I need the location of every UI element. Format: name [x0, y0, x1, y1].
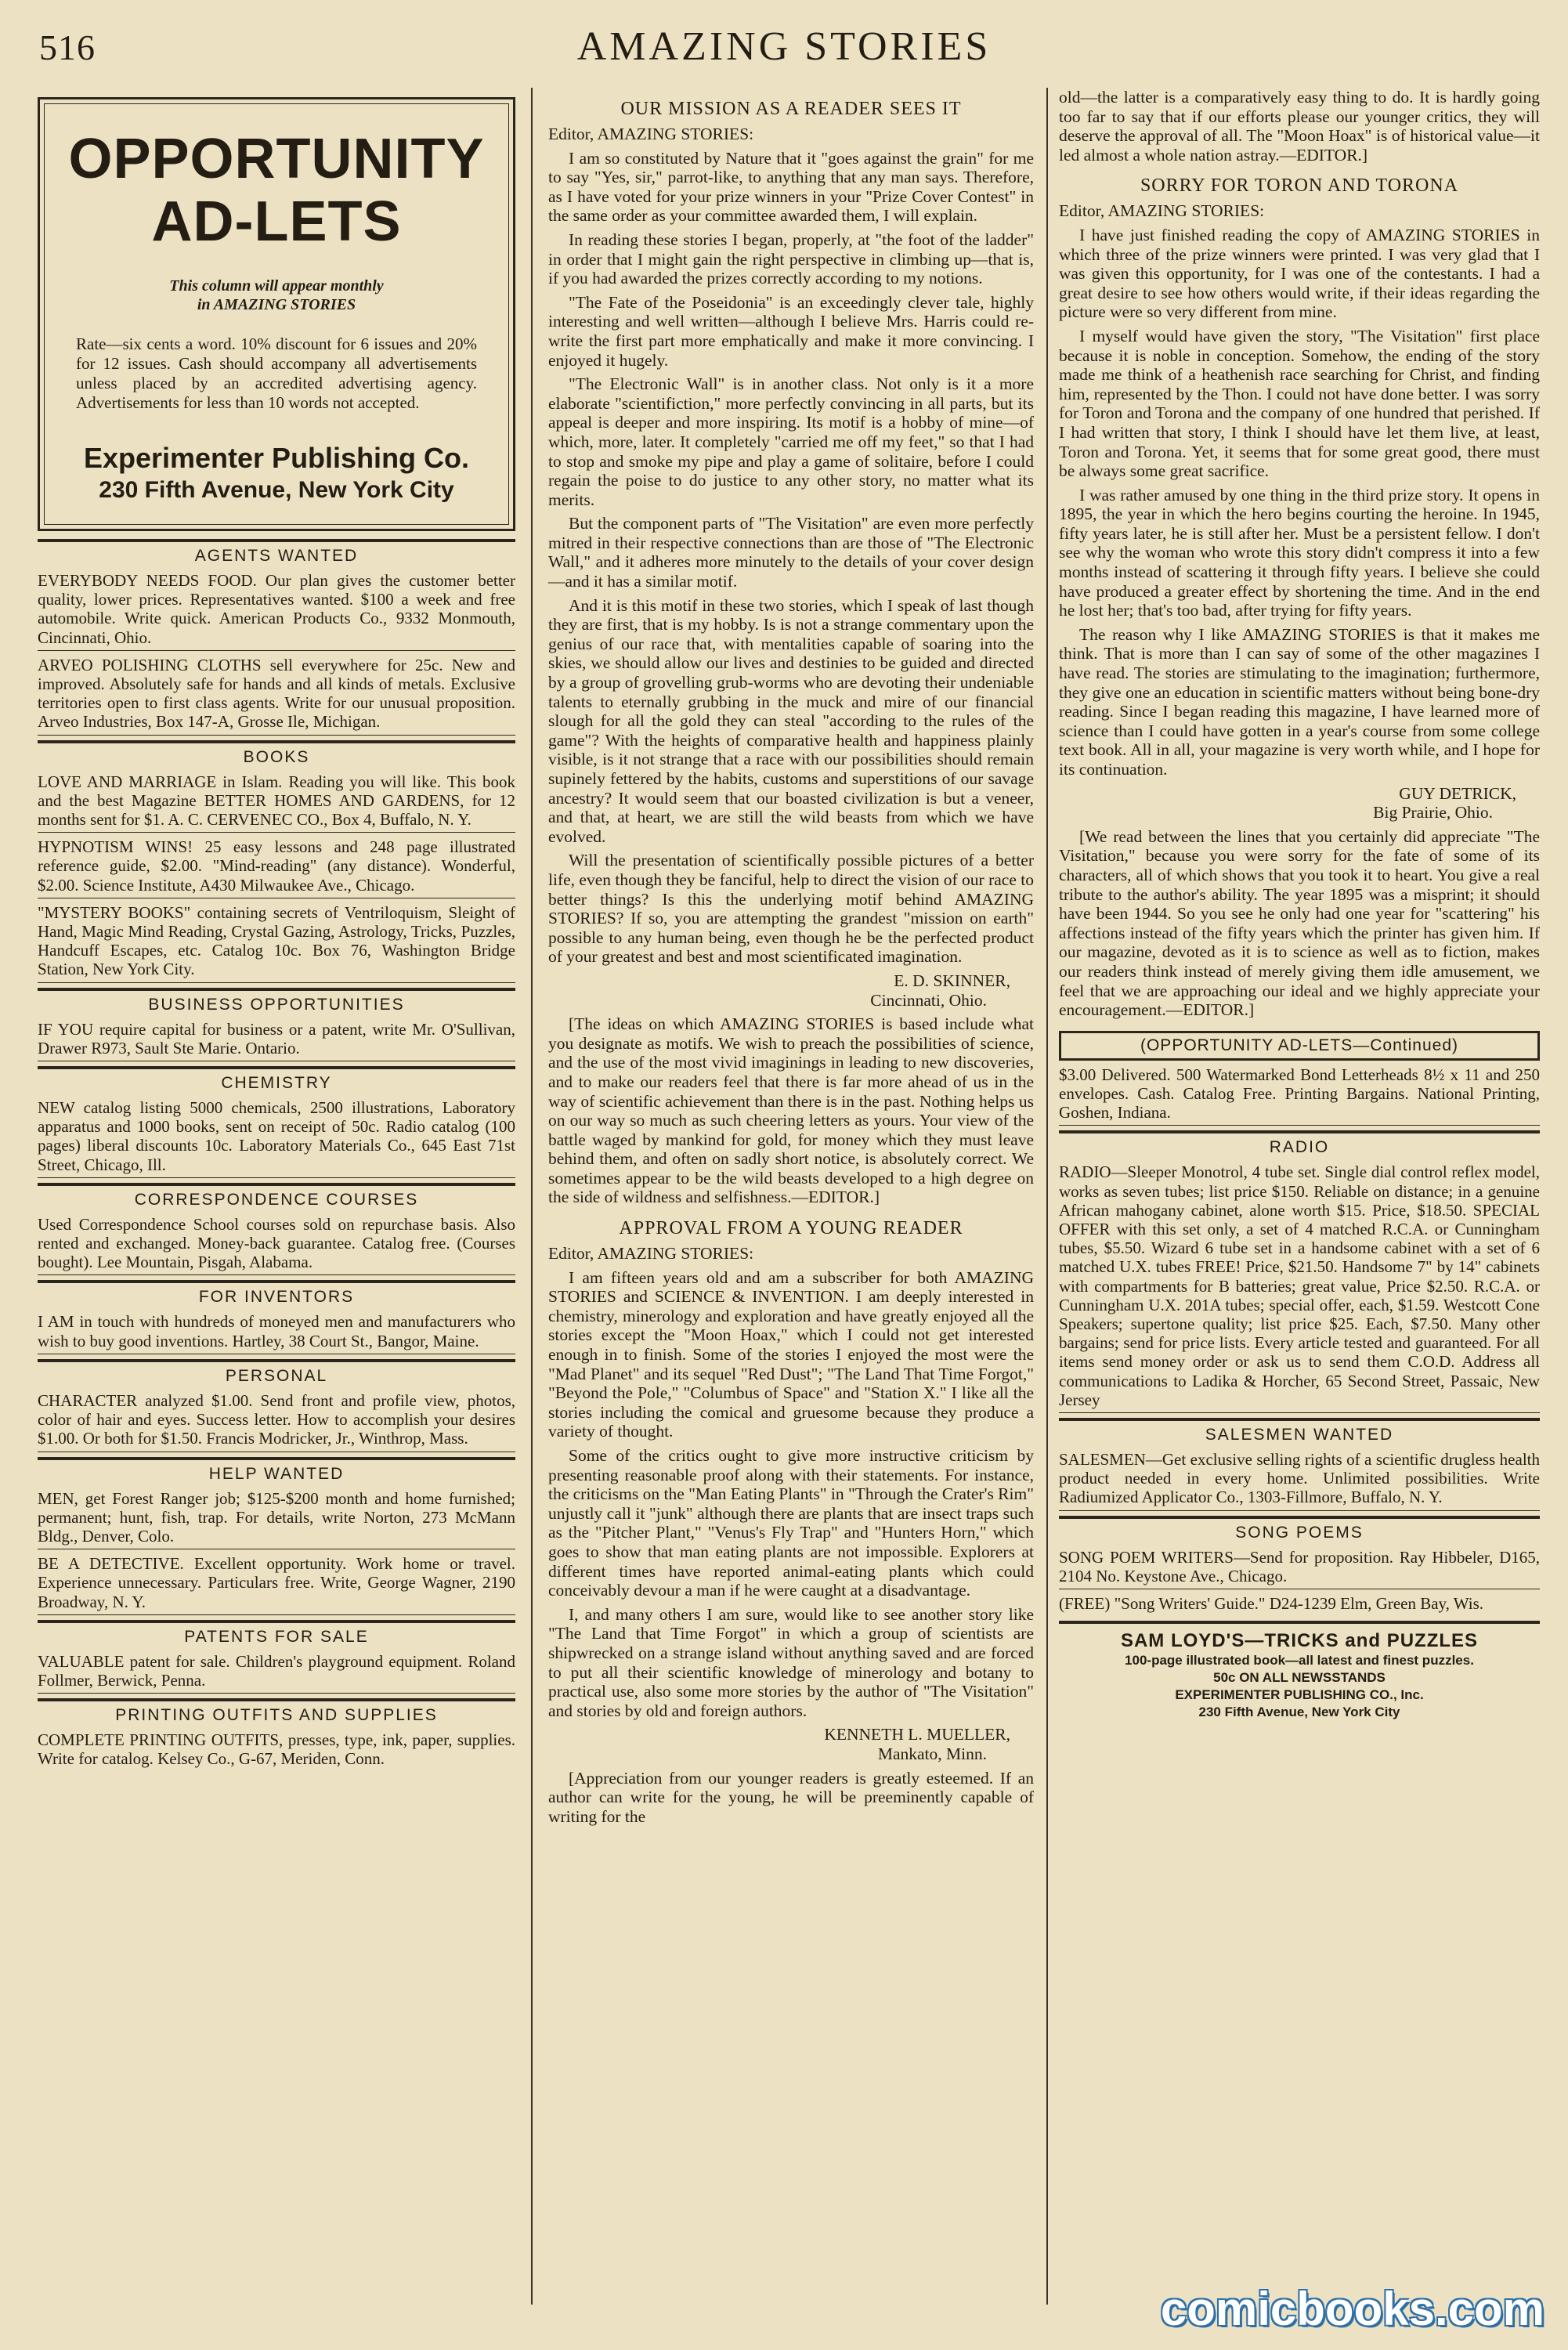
letter-paragraph: I have just finished reading the copy of AMAZING STORIES in which three of the prize winners were printed. I was very glad that I was given this opportunity, for I was one of the contestants. I had a great desire to see how others would write, if their ideas regarding the picture were so very different from mine.	[1059, 225, 1540, 322]
sam-loyd-ad	[1059, 1621, 1540, 1721]
classified-ad: SALESMEN—Get exclusive selling rights of a scientific drugless health product needed in every home. Unlimited possibilities. Write Radiumized Applicator Co., 1303-Fillmore, Buffalo, N. Y.	[1059, 1450, 1540, 1511]
letter-paragraph: Will the presentation of scientifically possible pictures of a better life, even though they be fanciful, help to direct the vision of our race to better things? Is this the underlying motif behind AMAZING STORIES? If so, you are attempting the grandest "mission on earth" possible to any human being, even though he be the perfected product of your greatest and best and most scientificated imagination.	[548, 851, 1034, 967]
letter-salutation: Editor, AMAZING STORIES:	[548, 1244, 754, 1264]
column-rule	[1046, 88, 1048, 2305]
letter-paragraph: The reason why I like AMAZING STORIES is that it makes me think. That is more than I can say of some of the other magazines I have read. The stories are stimulating to the imagination; furthermore, they give one an education in scientific matters without being bone-dry reading. Since I began reading this magazine, I have learned more of science than I could have gotten in a year's course from some college text book. All in all, your magazine is very worth while, and I hope for its continuation.	[1059, 624, 1540, 779]
letter-paragraph: I was rather amused by one thing in the third prize story. It opens in 1895, the year in which the hero begins courting the heroine. In 1945, fifty years later, he is still after her. Must be a persistent fellow. I don't see why the woman who wrote this story didn't compress it into a few months instead of scattering it through fifty years. I believe she could have produced a greater effect by shortening the time. And in the end he lost her; that's too bad, after trying for fifty years.	[1059, 485, 1540, 620]
classified-ad: BE A DETECTIVE. Excellent opportunity. Work home or travel. Experience unnecessary. Particulars free. Write, George Wagner, 2190 Broadway, N. Y.	[38, 1554, 515, 1615]
opportunity-subtitle	[60, 277, 493, 314]
letter-signature: KENNETH L. MUELLER,	[824, 1725, 1010, 1744]
letter-paragraph: "The Electronic Wall" is in another class. Not only is it a more elaborate "scientifiction," more perfectly convincing in all parts, but its appeal is deeper and more inspiring. Its motif is a hobby of mine—of which, more, later. It completely "carried me off my feet," so that I had to stop and smoke my pipe and play a game of solitaire, before I could regain the poise to do justice to any other story, no matter what its merits.	[548, 374, 1034, 509]
classified-ad: ARVEO POLISHING CLOTHS sell everywhere for 25c. New and improved. Absolutely safe for hands and all kinds of metals. Exclusive territories open to first class agents. Write for our unusual proposition. Arveo Industries, Box 147-A, Grosse Ile, Michigan.	[38, 656, 515, 736]
classified-ad: (FREE) "Song Writers' Guide." D24-1239 Elm, Green Bay, Wis.	[1059, 1593, 1484, 1613]
rate-text: Rate—six cents a word. 10% discount for 6 issues and 20% for 12 issues. Cash should accompany all advertisements unless placed by an accredited advertising agency. Advertisements for less than 10 words not accepted.	[76, 334, 477, 412]
category-heading: SONG POEMS	[1059, 1516, 1540, 1545]
letter-location: Mankato, Minn.	[877, 1744, 987, 1763]
publisher-address: 230 Fifth Avenue, New York City	[99, 477, 454, 503]
classified-ad: Used Correspondence School courses sold on repurchase basis. Also rented and exchanged. Money-back guarantee. Catalog free. (Courses bought). Lee Mountain, Pisgah, Alabama.	[38, 1215, 515, 1276]
continued-editor-reply: old—the latter is a comparatively easy thing to do. It is hardly going too far to say that if our efforts please our younger critics, they will deserve the approval of all. The "Moon Hoax" is of historical value—it led almost a whole nation astray.—EDITOR.]	[1059, 88, 1540, 164]
category-heading: CORRESPONDENCE COURSES	[38, 1183, 515, 1212]
classified-ad: IF YOU require capital for business or a patent, write Mr. O'Sullivan, Drawer R973, Sault Ste Marie. Ontario.	[38, 1020, 515, 1061]
category-heading: PRINTING OUTFITS AND SUPPLIES	[38, 1698, 515, 1727]
classified-ad: COMPLETE PRINTING OUTFITS, presses, type, ink, paper, supplies. Write for catalog. Kelsey Co., G-67, Meriden, Conn.	[38, 1730, 515, 1769]
editor-reply: [The ideas on which AMAZING STORIES is based include what you designate as motifs. We wish to preach the possibilities of science, and the use of the most vivid imaginings in leading to new discoveries, and to make our readers feel that there is far more ahead of us in the way of scientific achievement than there is in the past. Nothing helps us on our way so much as such cheering letters as yours. Your view of the battle waged by mankind for gold, for money which they must leave behind them, and often on sadly short notice, is absolutely correct. We sometimes appear to be the wild beasts developed to a high degree on the side of wildness and selfishness.—EDITOR.]	[548, 1014, 1034, 1207]
category-heading: BOOKS	[38, 740, 515, 769]
classified-ad: RADIO—Sleeper Monotrol, 4 tube set. Single dial control reflex model, works as seven tubes; list price $150. Reliable on distance; in a genuine African mahogany cabinet, alone worth $15. Price, $18.50. SPECIAL OFFER with this set only, a set of 4 matched R.C.A. or Cunningham tubes, $5.50. Wizard 6 tube set in a handsome cabinet with a set of 6 matched U.X. tubes FREE! Price, $21.50. Handsome 7" by 14" cabinets with compartments for B batteries; great value, Price $2.50. R.C.A. or Cunningham U.X. 201A tubes; special offer, each, $1.59. Westcott Cone Speakers; supertone quality; list price $25. Each, $7.50. Many other bargains; send for price lists. Every article tested and guaranteed. For all items send money order or ask us to send them C.O.D. Address all communications to Ladika & Horcher, 65 Second Street, Passaic, New Jersey	[1059, 1162, 1540, 1413]
category-heading: RADIO	[1059, 1130, 1540, 1159]
adlets-continued-heading: (OPPORTUNITY AD-LETS—Continued)	[1059, 1031, 1540, 1061]
category-heading: CHEMISTRY	[38, 1066, 515, 1095]
classified-ad: MEN, get Forest Ranger job; $125-$200 month and home furnished; permanent; hunt, fish, trap. For details, write Norton, 273 McMann Bldg., Denver, Colo.	[38, 1489, 515, 1550]
sam-loyd-line: 50c ON ALL NEWSSTANDS	[1213, 1670, 1386, 1686]
column-rule	[531, 88, 533, 2305]
letter-paragraph: I am so constituted by Nature that it "goes against the grain" for me to say "Yes, sir," parrot-like, to anything that any man says. Therefore, as I have voted for your prize winners in your "Prize Cover Contest" in the same order as your committee awarded them, I will explain.	[548, 148, 1034, 226]
letter-paragraph: But the component parts of "The Visitation" are even more perfectly mitred in their respective connections than are those of "The Electronic Wall," and it adheres more minutely to the details of your cover design—and it has a similar motif.	[548, 514, 1034, 591]
classified-ad: SONG POEM WRITERS—Send for proposition. Ray Hibbeler, D165, 2104 No. Keystone Ave., Chicago.	[1059, 1548, 1540, 1589]
category-heading: FOR INVENTORS	[38, 1280, 515, 1309]
editor-reply: [We read between the lines that you certainly did appreciate "The Visitation," because you were sorry for the fate of some of its characters, all of which shows that you took it to heart. You give a real tribute to the author's ability. The year 1895 was a misprint; it should have been 1944. So you see he only had one year for "scattering" his affections instead of the fifty years which the printer has given him. If our magazine, devoted as it is to science as well as to fiction, makes our readers think instead of merely giving them idle amusement, we feel that we are approaching our ideal and we highly appreciate your encouragement.—EDITOR.]	[1059, 826, 1540, 1020]
letter-signature: E. D. SKINNER,	[894, 971, 1010, 990]
classified-ad: HYPNOTISM WINS! 25 easy lessons and 248 page illustrated reference guide, $2.00. "Mind-reading" (any distance). Wonderful, $2.00. Science Institute, A430 Milwaukee Ave., Chicago.	[38, 837, 515, 898]
classified-ad: LOVE AND MARRIAGE in Islam. Reading you will like. This book and the best Magazine BETTER HOMES AND GARDENS, for 12 months sent for $1. A. C. CERVENEC CO., Box 4, Buffalo, N. Y.	[38, 772, 515, 833]
classified-ad: "MYSTERY BOOKS" containing secrets of Ventriloquism, Sleight of Hand, Magic Mind Reading, Crystal Gazing, Astrology, Tricks, Puzzles, Handcuff Escapes, etc. Catalog 10c. Box 76, Washington Bridge Station, New York City.	[38, 903, 515, 983]
classified-ads-list	[38, 539, 515, 1772]
letter-paragraph: I, and many others I am sure, would like to see another story like "The Land that Time Forgot" in which a group of scientists are shipwrecked on a strange island without anything saved and are forced to put all their scientific knowledge of minerology and botany to practical use, also some more stories by the author of "The Visitation" and stories by old and foreign authors.	[548, 1604, 1034, 1720]
letter-signature: GUY DETRICK,	[1399, 783, 1516, 803]
letter-location: Cincinnati, Ohio.	[870, 990, 987, 1010]
classified-ad: $3.00 Delivered. 500 Watermarked Bond Letterheads 8½ x 11 and 250 envelopes. Cash. Catalog Free. Printing Bargains. National Printing, Goshen, Indiana.	[1059, 1065, 1540, 1126]
sam-loyd-heading: SAM LOYD'S—TRICKS and PUZZLES	[1120, 1630, 1479, 1652]
letter-paragraph: In reading these stories I began, properly, at "the foot of the ladder" in order that I might gain the right perspective in climbing up—that is, if you had awarded the prizes correctly according to my notions.	[548, 230, 1034, 288]
editor-reply: [Appreciation from our younger readers is greatly esteemed. If an author can write for the young, he will be preeminently capable of writing for the	[548, 1768, 1034, 1826]
subtitle-line: in AMAZING STORIES	[197, 296, 356, 313]
adlets-title: AD-LETS	[151, 190, 402, 253]
category-heading: BUSINESS OPPORTUNITIES	[38, 988, 515, 1017]
magazine-title: AMAZING STORIES	[576, 24, 992, 69]
page-number: 516	[39, 27, 96, 67]
letter-salutation: Editor, AMAZING STORIES:	[1059, 201, 1265, 221]
subtitle-line: This column will appear monthly	[169, 277, 384, 295]
classified-ad: VALUABLE patent for sale. Children's playground equipment. Roland Follmer, Berwick, Penna.	[38, 1652, 515, 1694]
sam-loyd-line: 230 Fifth Avenue, New York City	[1198, 1705, 1400, 1720]
sam-loyd-line: EXPERIMENTER PUBLISHING CO., Inc.	[1175, 1687, 1424, 1703]
category-heading: AGENTS WANTED	[38, 539, 515, 568]
letter-salutation: Editor, AMAZING STORIES:	[548, 125, 754, 143]
letter-paragraph: I myself would have given the story, "The Visitation" first place because it is noble in conception. Somehow, the ending of the story made me think of a heathenish race searching for Christ, and finding him, represented by the Thon. I could not have done better. I was sorry for Toron and Torona and the company of one hundred that perished. If I had written that story, I think I should have let them live, at least, Toron and Torona. Yet, it seems that for some great good, there must be always some great sacrifice.	[1059, 326, 1540, 481]
classified-ad: NEW catalog listing 5000 chemicals, 2500 illustrations, Laboratory apparatus and 1000 books, sent on receipt of 50c. Radio catalog (100 pages) liberal discounts 10c. Laboratory Materials Co., 645 East 71st Street, Chicago, Ill.	[38, 1098, 515, 1178]
letters-column	[548, 88, 1034, 1831]
classified-ads-list	[1059, 1130, 1540, 1616]
opportunity-adlets-box	[38, 97, 515, 531]
letter-paragraph: I am fifteen years old and am a subscriber for both AMAZING STORIES and SCIENCE & INVENTION. I am deeply interested in chemistry, minerology and exploration and have greatly enjoyed all the stories except the "Moon Hoax," which I could not get interested enough in to finish. Some of the stories I enjoyed the most were the "Mad Planet" and its sequel "Red Dust"; "The Land That Time Forgot," "Beyond the Pole," "Columbus of Space" and "Station X." I like all the stories including the comical and gruesome because they produce a variety of thought.	[548, 1267, 1034, 1441]
letters-and-ads-column	[1059, 88, 1540, 1721]
watermark: comicbooks.com	[1160, 2283, 1545, 2335]
category-heading: PERSONAL	[38, 1359, 515, 1388]
letter-heading: OUR MISSION AS A READER SEES IT	[620, 99, 962, 119]
classified-ad: I AM in touch with hundreds of moneyed men and manufacturers who wish to buy good inventions. Hartley, 38 Court St., Bangor, Maine.	[38, 1312, 515, 1354]
letter-heading: SORRY FOR TORON AND TORONA	[1140, 175, 1459, 197]
opportunity-title: OPPORTUNITY	[68, 128, 485, 190]
reader-letters	[548, 99, 1034, 1826]
letter-paragraph: "The Fate of the Poseidonia" is an exceedingly clever tale, highly interesting and well written—although I believe Mrs. Harris could re-write the first part more emphatically and make it more convincing. I enjoyed it hugely.	[548, 292, 1034, 370]
sam-loyd-line: 100-page illustrated book—all latest and finest puzzles.	[1125, 1653, 1474, 1668]
category-heading: PATENTS FOR SALE	[38, 1620, 515, 1649]
letter-location: Big Prairie, Ohio.	[1373, 803, 1493, 822]
letter-heading: APPROVAL FROM A YOUNG READER	[619, 1218, 963, 1239]
letter-paragraph: And it is this motif in these two stories, which I speak of last though they are first, that is my hobby. Is is not a strange commentary upon the genius of our race that, with mentalities capable of soaring into the skies, we should allow our lives and destinies to be guided and directed by a group of grovelling grub-worms who are devoting their undeniable talents to eternally grubbing in the muck and mire of our financial slough for all the gold they can steal "according to the rules of the game"? With the heights of comparative health and happiness plainly visible, is it not strange that a race with our possibilities should remain supinely fettered by the habits, customs and superstitions of our savage ancestry? It would seem that our boasted civilization is but a veneer, and that, at heart, we are still the wild beasts from which we have evolved.	[548, 595, 1034, 846]
reader-letter	[1059, 175, 1540, 1019]
classified-ad: EVERYBODY NEEDS FOOD. Our plan gives the customer better quality, lower prices. Representatives wanted. $100 a week and free automobile. Write quick. American Products Co., 9332 Monmouth, Cincinnati, Ohio.	[38, 571, 515, 651]
category-heading: HELP WANTED	[38, 1457, 515, 1486]
classified-column	[38, 88, 515, 1777]
letter-paragraph: Some of the critics ought to give more instructive criticism by presenting reasonable proof along with their statements. For instance, the criticisms on the "Man Eating Plants" in "Through the Crater's Rim" unjustly call it "junk" although there are plants that are insect traps such as the "Pitcher Plant," "Venus's Fly Trap" and "Hunters Horn," which goes to show that man eating plants are not impossible. Explorers at different times have reported animal-eating plants which could conceivably devour a man if he were caught at a disadvantage.	[548, 1446, 1034, 1600]
publisher-name: Experimenter Publishing Co.	[83, 442, 470, 474]
category-heading: SALESMEN WANTED	[1059, 1418, 1540, 1447]
classified-ad: CHARACTER analyzed $1.00. Send front and profile view, photos, color of hair and eyes. Success letter. How to accomplish your desires $1.00. Or both for $1.50. Francis Modricker, Jr., Winthrop, Mass.	[38, 1391, 515, 1452]
